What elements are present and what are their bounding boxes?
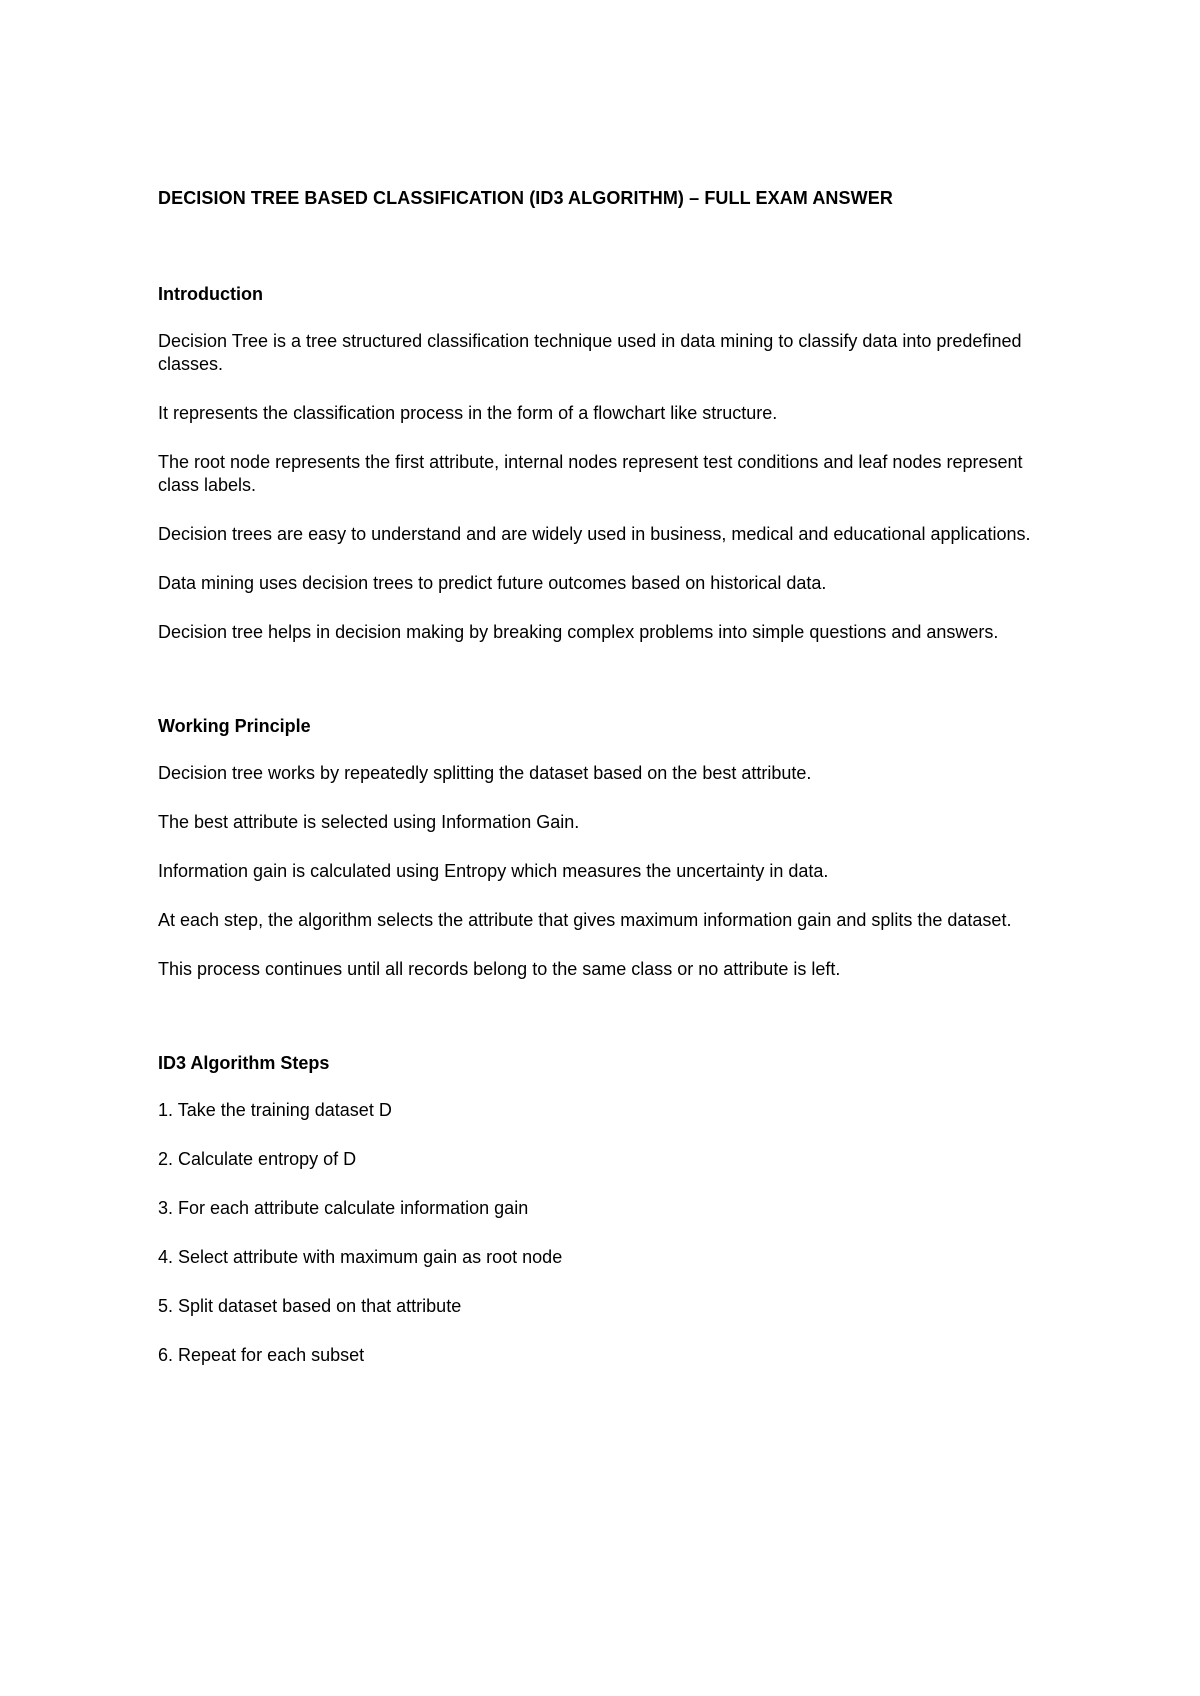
introduction-paragraph: Decision trees are easy to understand and are widely used in business, medical and educational applications. <box>158 524 1031 544</box>
introduction-heading: Introduction <box>158 284 263 304</box>
document-title: DECISION TREE BASED CLASSIFICATION (ID3 ALGORITHM) – FULL EXAM ANSWER <box>158 188 893 208</box>
document-content <box>158 186 1058 1367</box>
introduction-paragraph: It represents the classification process in the form of a flowchart like structure. <box>158 403 778 423</box>
working-principle-paragraph: At each step, the algorithm selects the attribute that gives maximum information gain and splits the dataset. <box>158 910 1012 930</box>
id3-step-item: 1. Take the training dataset D <box>158 1100 392 1120</box>
working-principle-paragraph: Decision tree works by repeatedly splitting the dataset based on the best attribute. <box>158 763 812 783</box>
introduction-paragraph: The root node represents the first attribute, internal nodes represent test conditions and leaf nodes represent class labels. <box>158 452 1023 495</box>
introduction-paragraph: Data mining uses decision trees to predict future outcomes based on historical data. <box>158 573 827 593</box>
id3-step-item: 6. Repeat for each subset <box>158 1345 365 1365</box>
id3-steps-heading: ID3 Algorithm Steps <box>158 1053 330 1073</box>
id3-step-item: 4. Select attribute with maximum gain as root node <box>158 1247 563 1267</box>
id3-step-item: 5. Split dataset based on that attribute <box>158 1296 462 1316</box>
introduction-paragraph: Decision tree helps in decision making by breaking complex problems into simple questions and answers. <box>158 622 999 642</box>
working-principle-paragraph: The best attribute is selected using Information Gain. <box>158 812 580 832</box>
working-principle-paragraph: Information gain is calculated using Entropy which measures the uncertainty in data. <box>158 861 829 881</box>
introduction-paragraph: Decision Tree is a tree structured classification technique used in data mining to classify data into predefined classes. <box>158 331 1022 374</box>
id3-step-item: 2. Calculate entropy of D <box>158 1149 357 1169</box>
id3-step-item: 3. For each attribute calculate information gain <box>158 1198 529 1218</box>
working-principle-heading: Working Principle <box>158 716 311 736</box>
working-principle-paragraph: This process continues until all records belong to the same class or no attribute is left. <box>158 959 841 979</box>
